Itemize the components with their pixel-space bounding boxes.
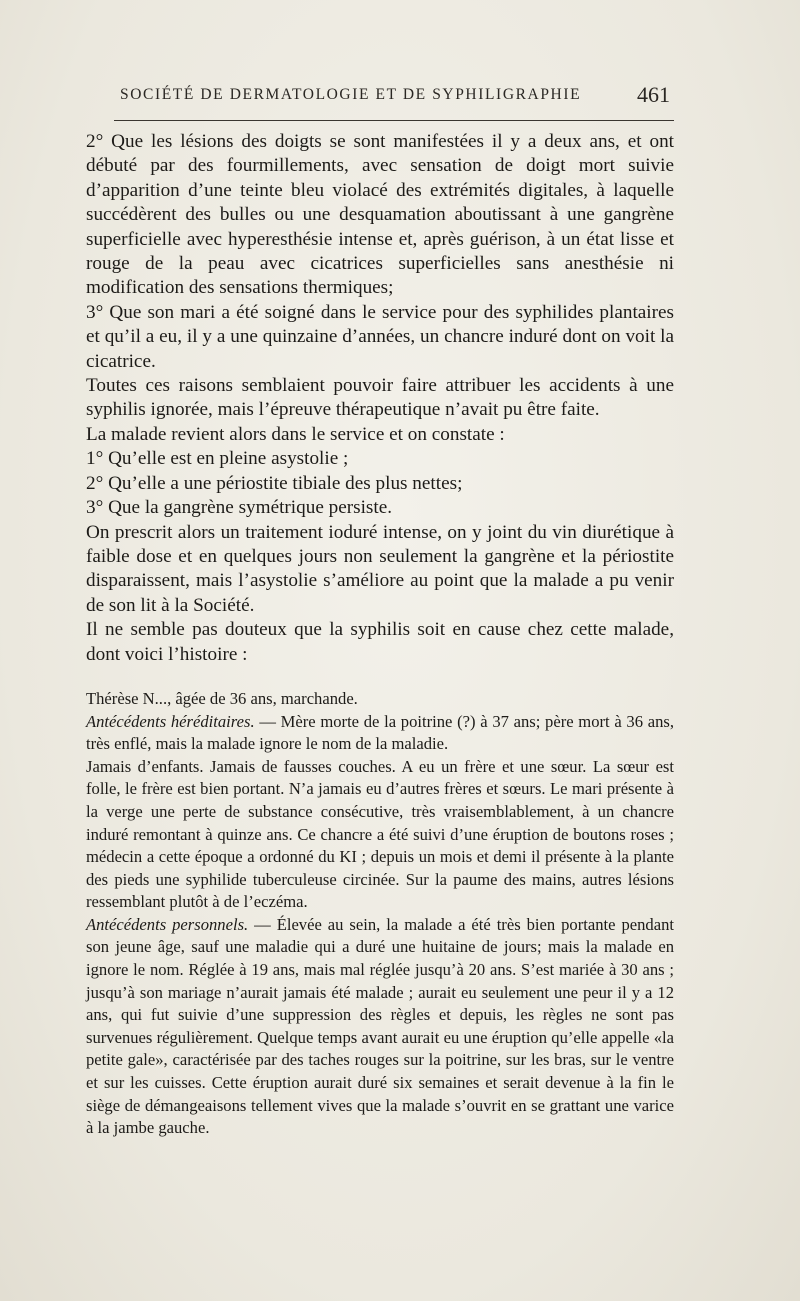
page-number: 461 [637, 82, 670, 107]
paragraph: On prescrit alors un traitement ioduré intense, on y joint du vin diurétique à faible dose et en quelques jours non seulement la gangrène et la périostite disparaissent, mais l’asystolie s’améliore au point que la malade a pu venir de son lit à la Société. [86, 521, 674, 616]
paragraph: Toutes ces raisons semblaient pouvoir faire attribuer les accidents à une syphilis ignorée, mais l’épreuve thérapeutique n’avait pu être faite. [86, 375, 674, 421]
paragraph: 3° Que la gangrène symétrique persiste. [86, 497, 393, 519]
hereditary-history [86, 711, 674, 756]
case-intro: Thérèse N..., âgée de 36 ans, marchande. [86, 688, 358, 708]
hereditary-text: — Mère morte de la poitrine (?) à 37 ans; père mort à 36 ans, très enflé, mais la malade ignore le nom de la maladie. [86, 711, 674, 754]
paragraph: 2° Qu’elle a une périostite tibiale des plus nettes; [86, 472, 463, 494]
section-gap [86, 667, 674, 688]
paragraph: 1° Qu’elle est en pleine asystolie ; [86, 448, 349, 470]
personal-history [86, 914, 674, 1140]
page-header [118, 82, 674, 112]
header-rule [114, 120, 674, 121]
case-history-block [86, 688, 674, 1140]
hereditary-label: Antécédents héréditaires. [86, 711, 255, 731]
body-text [86, 130, 674, 1140]
personal-label: Antécédents personnels. [86, 914, 249, 934]
paragraph: La malade revient alors dans le service et on constate : [86, 423, 505, 445]
family-history: Jamais d’enfants. Jamais de fausses couches. A eu un frère et une sœur. La sœur est folle, le frère est bien portant. N’a jamais eu d’autres frères et sœurs. Le mari présente à la verge une perte de substance consécutive, très vraisemblablement, à un chancre induré remontant à quinze ans. Ce chancre a été suivi d’une éruption de boutons roses ; médecin a cette époque a ordonné du KI ; depuis un mois et demi il présente à la plante des pieds une syphilide tuberculeuse circinée. Sur la paume des mains, autres lésions ressemblant plutôt à de l’eczéma. [86, 756, 674, 912]
paragraph: Il ne semble pas douteux que la syphilis soit en cause chez cette malade, dont voici l’histoire : [86, 619, 674, 665]
main-text-block [86, 130, 674, 667]
paragraph: 3° Que son mari a été soigné dans le service pour des syphilides plantaires et qu’il a eu, il y a une quinzaine d’années, un chancre induré dont on voit la cicatrice. [86, 301, 674, 372]
personal-text: — Élevée au sein, la malade a été très bien portante pendant son jeune âge, sauf une maladie qui a duré une huitaine de jours; mais la malade en ignore le nom. Réglée à 19 ans, mais mal réglée jusqu’à 20 ans. S’est mariée à 30 ans ; jusqu’à son mariage n’aurait jamais été malade ; aurait eu seulement une peur il y a 12 ans, qui fut suivie d’une suppression des règles et depuis, les règles ne sont pas survenues régulièrement. Quelque temps avant aurait eu une éruption qu’elle appelle «la petite gale», caractérisée par des taches rouges sur la poitrine, sur les bras, sur le ventre et sur les cuisses. Cette éruption aurait duré six semaines et serait devenue à la fin le siège de démangeaisons tellement vives que la malade s’ouvrit en se grattant une varice à la jambe gauche. [86, 914, 674, 1138]
running-title: SOCIÉTÉ DE DERMATOLOGIE ET DE SYPHILIGRAPHIE [120, 86, 582, 103]
paragraph: 2° Que les lésions des doigts se sont manifestées il y a deux ans, et ont débuté par des fourmillements, avec sensation de doigt mort suivie d’apparition d’une teinte bleu violacé des extrémités digitales, à laquelle succédèrent des bulles ou une desquamation aboutissant à une gangrène superficielle avec hyperesthésie intense et, après guérison, à un état lisse et rouge de la peau avec cicatrices superficielles sans anesthésie ni modification des sensations thermiques; [86, 131, 674, 299]
